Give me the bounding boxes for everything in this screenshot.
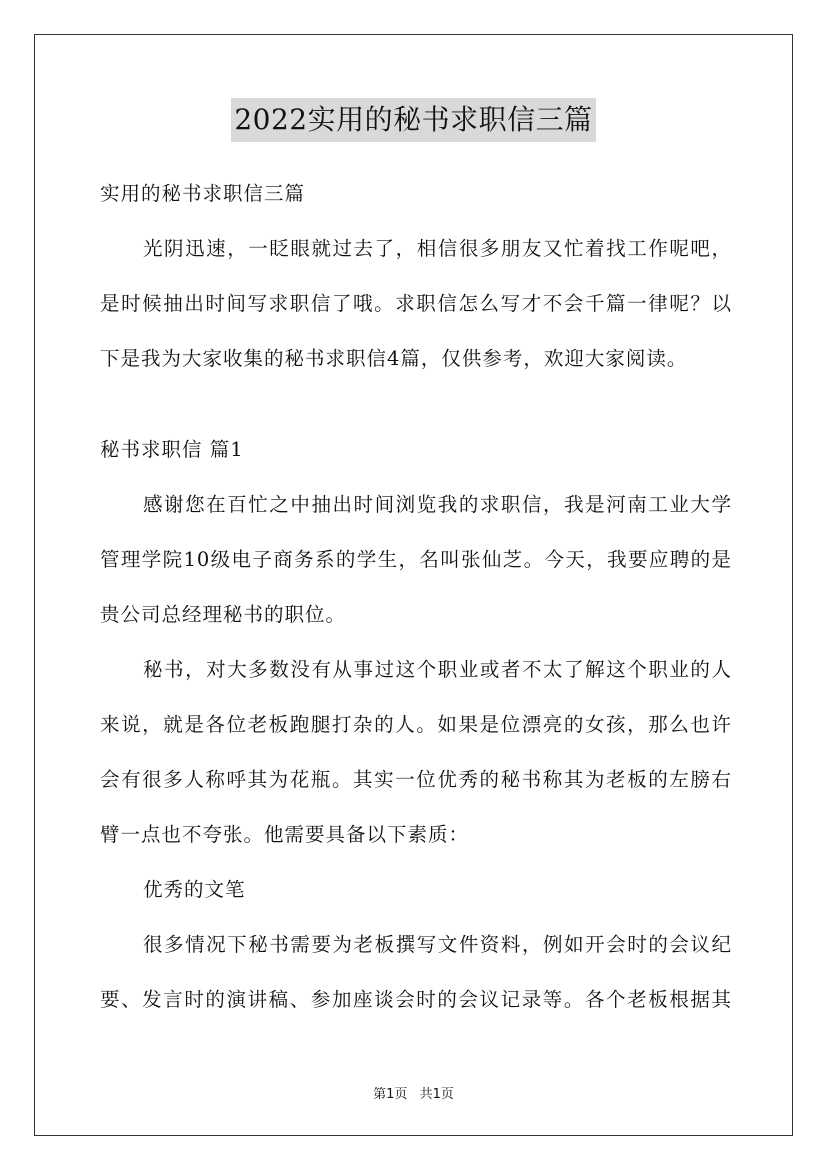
- spacer: [100, 377, 732, 432]
- title-container: [0, 98, 827, 142]
- spacer: [100, 908, 732, 927]
- paragraph-line: 很多情况下秘书需要为老板撰写文件资料，例如开会时的会议纪: [143, 933, 732, 956]
- document-title: 2022实用的秘书求职信三篇: [231, 98, 595, 142]
- paragraph-line: 臂一点也不夸张。他需要具备以下素质：: [100, 823, 470, 846]
- spacer: [100, 322, 732, 341]
- spacer: [100, 578, 732, 597]
- spacer: [100, 743, 732, 762]
- paragraph-line: 贵公司总经理秘书的职位。: [100, 603, 347, 626]
- spacer: [100, 633, 732, 652]
- spacer: [100, 468, 732, 487]
- section-heading: 秘书求职信 篇1: [100, 438, 244, 461]
- page-footer: [0, 1083, 827, 1102]
- spacer: [100, 267, 732, 286]
- subheading: 优秀的文笔: [143, 878, 246, 901]
- document-body: [100, 176, 732, 1018]
- paragraph-line: 会有很多人称呼其为花瓶。其实一位优秀的秘书称其为老板的左膀右: [100, 768, 732, 791]
- spacer: [100, 212, 732, 231]
- paragraph-line: 管理学院10级电子商务系的学生，名叫张仙芝。今天，我要应聘的是: [100, 548, 732, 571]
- spacer: [100, 853, 732, 872]
- document-subtitle: 实用的秘书求职信三篇: [100, 182, 306, 205]
- intro-line: 下是我为大家收集的秘书求职信4篇，仅供参考，欢迎大家阅读。: [100, 347, 688, 370]
- paragraph-line: 来说，就是各位老板跑腿打杂的人。如果是位漂亮的女孩，那么也许: [100, 713, 732, 736]
- spacer: [100, 688, 732, 707]
- intro-line: 是时候抽出时间写求职信了哦。求职信怎么写才不会千篇一律呢？以: [100, 292, 732, 315]
- paragraph-line: 要、发言时的演讲稿、参加座谈会时的会议记录等。各个老板根据其: [100, 988, 732, 1011]
- page-number-total: 共1页: [419, 1087, 454, 1102]
- page-number-current: 第1页: [373, 1087, 408, 1102]
- spacer: [100, 798, 732, 817]
- spacer: [100, 523, 732, 542]
- paragraph-line: 感谢您在百忙之中抽出时间浏览我的求职信，我是河南工业大学: [143, 493, 732, 516]
- intro-line: 光阴迅速，一眨眼就过去了，相信很多朋友又忙着找工作呢吧，: [143, 237, 732, 260]
- paragraph-line: 秘书，对大多数没有从事过这个职业或者不太了解这个职业的人: [143, 658, 732, 681]
- spacer: [100, 963, 732, 982]
